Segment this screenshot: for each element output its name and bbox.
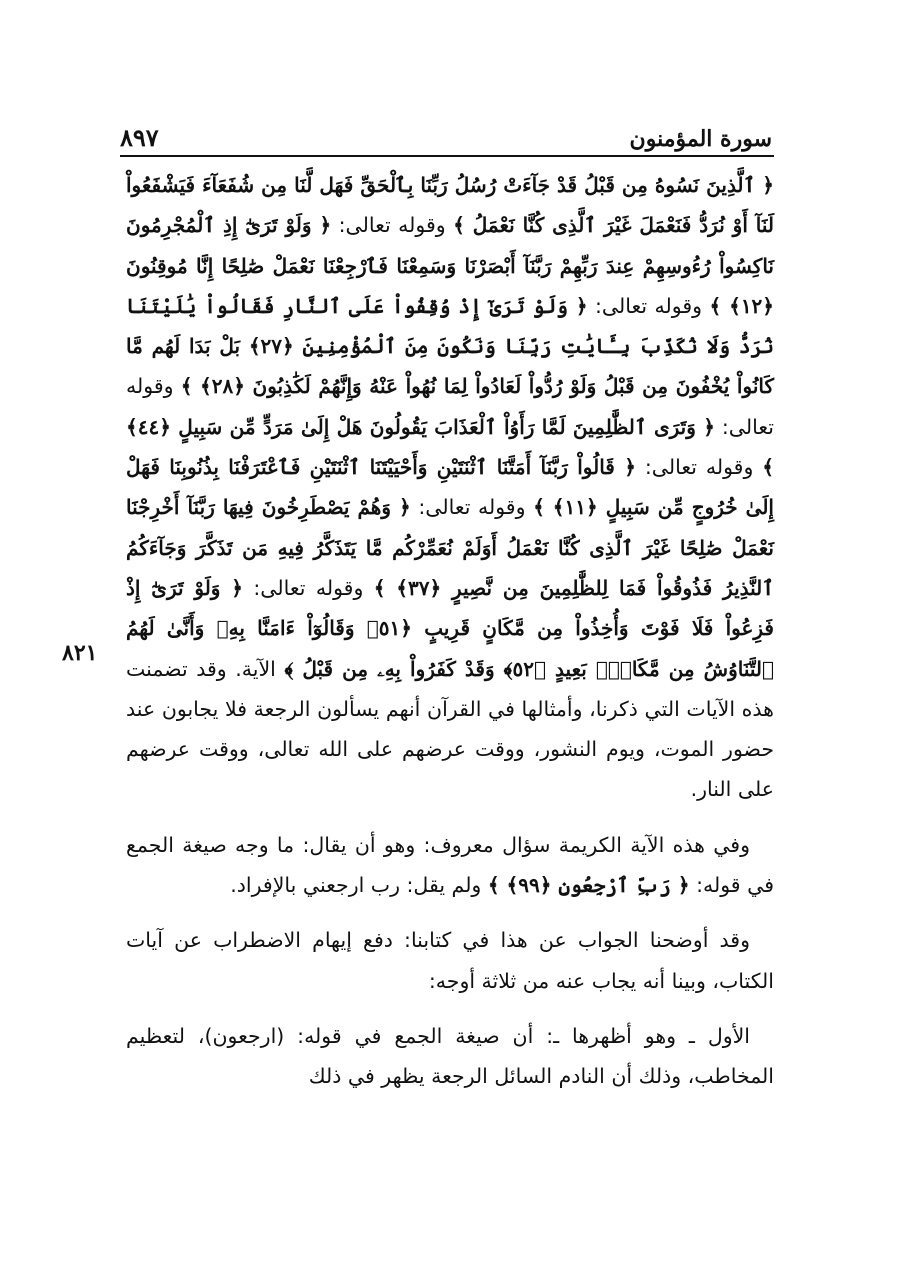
quran-verse: ﴿ وَلَوْ تَرَىٰٓ إِذِ ٱلْمُجْرِمُونَ نَاكِسُواْ رُءُوسِهِمْ عِندَ رَبِّهِمْ رَبَّنَآ أَبْصَرْنَا وَسَمِعْنَا فَٱرْجِعْنَا نَعْمَلْ صَٰلِحًا إِنَّا مُوقِنُونَ ﴿١٢﴾ ﴾ <box>126 213 775 318</box>
commentary-text: وقوله تعالى: <box>331 213 454 238</box>
commentary-text: وقوله تعالى: <box>126 374 774 439</box>
commentary-text: الآية. وقد تضمنت هذه الآيات التي ذكرنا، وأمثالها في القرآن أنهم يسألون الرجعة فلا يجابون عند حضور الموت، ويوم النشور، ووقت عرضهم على الله تعالى، ووقت عرضهم على النار. <box>126 656 774 802</box>
surah-title: سورة المؤمنون <box>629 126 772 152</box>
commentary-text: وقوله تعالى: <box>587 293 710 318</box>
paragraph-3: وقد أوضحنا الجواب عن هذا في كتابنا: دفع إيهام الاضطراب عن آيات الكتاب، وبينا أنه يجاب عنه من ثلاثة أوجه: <box>126 928 774 993</box>
body-text <box>126 165 774 1097</box>
quran-verse: ﴿ وَلَوْ تَرَىٰٓ إِذْ وُقِفُواْ عَلَى ٱلنَّارِ فَقَالُواْ يَٰلَيْتَنَا نُرَدُّ وَلَا نُكَذِّبَ بِـَٔايَٰتِ رَبِّنَا وَنَكُونَ مِنَ ٱلْمُؤْمِنِينَ ﴿٢٧﴾ بَلْ بَدَا لَهُم مَّا كَانُواْ يُخْفُونَ مِن قَبْلُ وَلَوْ رُدُّواْ لَعَادُواْ لِمَا نُهُواْ عَنْهُ وَإِنَّهُمْ لَكَٰذِبُونَ ﴿٢٨﴾ ﴾ <box>126 293 775 399</box>
commentary-text: وقوله تعالى: <box>635 455 763 480</box>
page-header <box>120 112 772 152</box>
commentary-text: وفي هذه الآية الكريمة سؤال معروف: وهو أن يقال: ما وجه صيغة الجمع في قوله: <box>126 832 774 898</box>
page-number: ٨٩٧ <box>120 123 159 152</box>
quran-verse: ﴿ ٱلَّذِينَ نَسُوهُ مِن قَبْلُ قَدْ جَآءَتْ رُسُلُ رَبِّنَا بِٱلْحَقِّ فَهَل لَّنَا مِن شُفَعَآءَ فَيَشْفَعُواْ لَنَآ أَوْ نُرَدُّ فَنَعْمَلَ غَيْرَ ٱلَّذِى كُنَّا نَعْمَلُ ﴾ <box>126 173 775 238</box>
commentary-text: ولم يقل: رب ارجعني بالإفراد. <box>230 873 488 898</box>
paragraph-4: الأول ـ وهو أظهرها ـ: أن صيغة الجمع في قوله: (ارجعون)، لتعظيم المخاطب، وذلك أن النادم السائل الرجعة يظهر في ذلك <box>126 1023 774 1089</box>
paragraph-1 <box>126 165 774 810</box>
quran-verse: ﴿ وَهُمْ يَصْطَرِخُونَ فِيهَا رَبَّنَآ أَخْرِجْنَا نَعْمَلْ صَٰلِحًا غَيْرَ ٱلَّذِى كُنَّا نَعْمَلُ أَوَلَمْ نُعَمِّرْكُم مَّا يَتَذَكَّرُ فِيهِ مَن تَذَكَّرَ وَجَآءَكُمُ ٱلنَّذِيرُ فَذُوقُواْ فَمَا لِلظَّٰلِمِينَ مِن نَّصِيرٍ ﴿٣٧﴾ ﴾ <box>126 495 774 600</box>
quran-verse: ﴿ رَبِّ ٱرْجِعُونِ ﴿٩٩﴾ ﴾ <box>487 873 690 898</box>
header-divider <box>120 155 774 157</box>
quran-verse: ﴿ وَتَرَى ٱلظَّٰلِمِينَ لَمَّا رَأَوُاْ ٱلْعَذَابَ يَقُولُونَ هَلْ إِلَىٰ مَرَدٍّ مِّن سَبِيلٍ ﴿٤٤﴾ ﴾ <box>126 414 774 480</box>
commentary-text: وقوله تعالى: <box>243 575 374 600</box>
quran-verse: ﴿ قَالُواْ رَبَّنَآ أَمَتَّنَا ٱثْنَتَيْنِ وَأَحْيَيْتَنَا ٱثْنَتَيْنِ فَٱعْتَرَفْنَا بِذُنُوبِنَا فَهَلْ إِلَىٰ خُرُوجٍ مِّن سَبِيلٍ ﴿١١﴾ ﴾ <box>126 455 774 520</box>
quran-verse: ﴿ وَلَوْ تَرَىٰٓ إِذْ فَزِعُواْ فَلَا فَوْتَ وَأُخِذُواْ مِن مَّكَانٍ قَرِيبٍ ﴿٥١﴾ وَقَالُوٓاْ ءَامَنَّا بِهِۦ وَأَنَّىٰ لَهُمُ ٱلتَّنَاوُشُ مِن مَّكَانٍۭ بَعِيدٍ ﴿٥٢﴾ وَقَدْ كَفَرُواْ بِهِۦ مِن قَبْلُ ﴾ <box>126 575 775 681</box>
margin-reference-number: ٨٢١ <box>62 640 98 666</box>
commentary-text: وقوله تعالى: <box>410 495 534 520</box>
paragraph-2 <box>126 825 774 906</box>
